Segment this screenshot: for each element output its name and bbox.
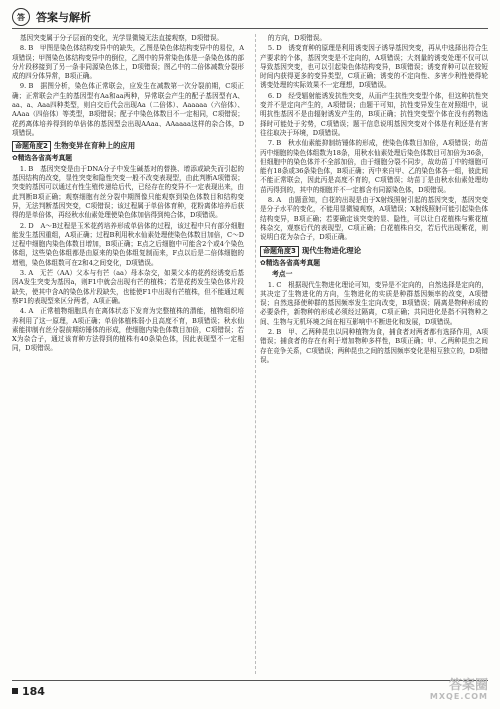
subheading: ✿精选各省高考真题 [260,258,321,267]
paragraph: 基因突变属于分子层面的变化，光学显微镜无法直接观察，D项错误。 [19,34,224,42]
section-title: 生物变异在育种上的应用 [53,141,136,151]
page-number-text: 184 [22,684,45,698]
paragraph: 的方向，D项错误。 [267,34,326,42]
section-heading [12,141,244,152]
answer-item: 8. A 由题意知，白花的出现是由于X射线照射引起的基因突变，基因突变是分子水平的变化，不能用显微镜观察，A项错误；X射线照射可能引起染色体结构变异，B项正确；若要确定该突变的显、隐性，可以让白花植株与紫花植株杂交，观察后代的表现型，C项正确；白花植株自交，若后代出现紫花，则说明白花为杂合子，D项正确。 [260,196,488,242]
answer-item: 7. B 秋水仙素能抑制纺锤体的形成，使染色体数目加倍，A项错误；幼苗丙中细胞的染色体组数为18条，用秋水仙素处理后染色体数目可加倍为36条，但细胞中的染色体并不全部加倍，由于细胞分裂不同步，故幼苗丁中的细胞可能有18条或36条染色体，B项正确；丙中来自甲、乙的染色体各一组，彼此间不能正常联会，因此丙是高度不育的，C项错误；幼苗丁是由秋水仙素处理幼苗丙得到的，其中的细胞并不一定都含有同源染色体，D项错误。 [260,139,488,194]
answer-item: 2. B 甲、乙两种昆虫以同种植物为食，捕食者对两者都有选择作用，A项错误；捕食者的存在有利于增加物种多样性，B项正确；甲、乙两种昆虫之间存在竞争关系，C项错误；两种昆虫之间的基因频率变化是相互独立的，D项错误。 [260,328,488,364]
page-number [12,685,45,698]
answer-item: 9. B 据图分析，染色体正常联会，应发生在减数第一次分裂前期，C项正确；正常联会产生的基因型有Aa和aa两种，异常联会产生的配子基因型有A、aa、a、Aaa四种类型，则自交后代会出现Aa（二倍体）、Aaaaaa（六倍体）、AAaa（四倍体）等类型，B项错误；配子中染色体数目不一定相同，C项错误；花药离体培养得到的单倍体的基因型会出现AAaa、AAaaaa这样的杂合体，D项错误。 [12,82,244,137]
section-badge: 命题角度3 [260,246,299,257]
square-bullet-icon [12,688,18,694]
watermark-logo [430,680,488,702]
left-column [12,34,244,674]
topic-label: 考点一 [272,270,293,279]
answer-item: 6. D 经受辐射能诱发抗性突变，从而产生抗性突变型个体，但这种抗性突变并不是定向产生的，A项错误；由题干可知，抗性变异发生在对照组中，说明抗性基因不是由辐射诱发产生的，B项正确；抗性突变型个体在没有药物选择时可能处于劣势，C项错误；题干信息说明基因突变对个体是有利还是有害往往取决于环境，D项错误。 [260,91,488,137]
answer-item: 8. B 甲图是染色体结构变异中的缺失，乙图是染色体结构变异中的易位，A项错误；甲图染色体结构变异中的倒位，乙图中的异常染色体是一条染色体的部分片段移接到了另一条非同源染色体上，D项错误；图乙中的二倍体减数分裂形成的四分体异常，B项正确。 [12,44,244,81]
section-badge: 命题角度2 [12,141,51,152]
section-title: 现代生物进化理论 [301,245,362,255]
answer-item: 3. A 无芒（AA）父本与有芒（aa）母本杂交，如果父本的花药经诱变后基因A发生突变为基因a，则F1中就会出现有芒的植株；若是花药发生染色体片段缺失，使其中含A的染色体片段缺失，也能使F1中出现有芒植株，但不能通过观察F1的表现型来区分两者，A项正确。 [12,269,244,305]
answer-item: 1. C 根据现代生物进化理论可知，变异是不定向的，自然选择是定向的，其决定了生物进化的方向，生物进化的实质是种群基因频率的改变，A项错误；自然选择使种群的基因频率发生定向改变，B项错误；隔离是物种形成的必要条件，新物种的形成必须经过隔离，C项正确；共同进化是指不同物种之间、生物与无机环境之间在相互影响中不断进化和发展，D项错误。 [260,280,488,326]
right-column [255,34,488,674]
answer-item: 5. D 诱变育种的原理是利用诱变因子诱导基因突变，再从中选择出符合生产要求的个体，基因突变是不定向的，A项错误；大剂量的诱变处理不仅可以导致基因突变，也可以引起染色体结构变异，B项错误；诱变育种可以在较短时间内获得更多的变异类型，C项正确；诱变的不定向性、多害少利性使得轮诱变处理的实际效果不一定理想，D项错误。 [260,44,488,90]
content-columns [12,34,488,674]
book-logo-icon [12,8,30,26]
page-footer [12,680,488,701]
answer-item: 2. D A～B过程是玉米花药培养形成单倍体的过程，该过程中只有部分细胞能发生基因重组，A项正确；过程B利用秋水仙素处理使染色体数目加倍，C～D过程中细胞内染色体数目增加，B项正确；E点之后细胞中可能含2个或4个染色体组，这些染色体组都是由原来的染色体组复制而来，F点以后是二倍体细胞的增殖，染色体组数可在2和4之间变化，D项错误。 [12,221,244,267]
logo-text: 答 [17,11,25,22]
watermark-bottom: MXQE.COM [429,692,488,701]
answer-item: 4. A 正常植物细胞具有在离体状态下发育为完整植株的潜能，植物组织培养利用了这一原理，A项正确；单倍体植株弱小且高度不育，B项错误；秋水仙素能抑制有丝分裂前期纺锤体的形成，使细胞内染色体数目加倍，C项错误；若X为杂合子，通过该育种方法得到的植株有40条染色体，因此表现型不一定相同，D项错误。 [12,307,244,353]
watermark-top: 答案圈 [448,678,488,693]
subheading: ✿精选各省高考真题 [12,154,73,163]
answer-item: 1. B 基因突变是由于DNA分子中发生碱基对的替换、增添或缺失而引起的基因结构的改变，显性突变和隐性突变一般不改变表现型，由此判断A项错误；突变的基因可以通过有性生殖传递给后代，已经存在的变异不一定表现出来，由此判断B项正确；观察细胞有丝分裂中期图像只能观察到染色体数目和结构变异，无法判断基因突变，C项错误；该过程属于单倍体育种，花粉离体培养后获得的是单倍体，再经秋水仙素处理使染色体加倍得到纯合体，D项错误。 [12,164,244,220]
page-header [12,6,488,29]
section-heading [260,246,488,257]
header-title: 答案与解析 [36,11,91,24]
